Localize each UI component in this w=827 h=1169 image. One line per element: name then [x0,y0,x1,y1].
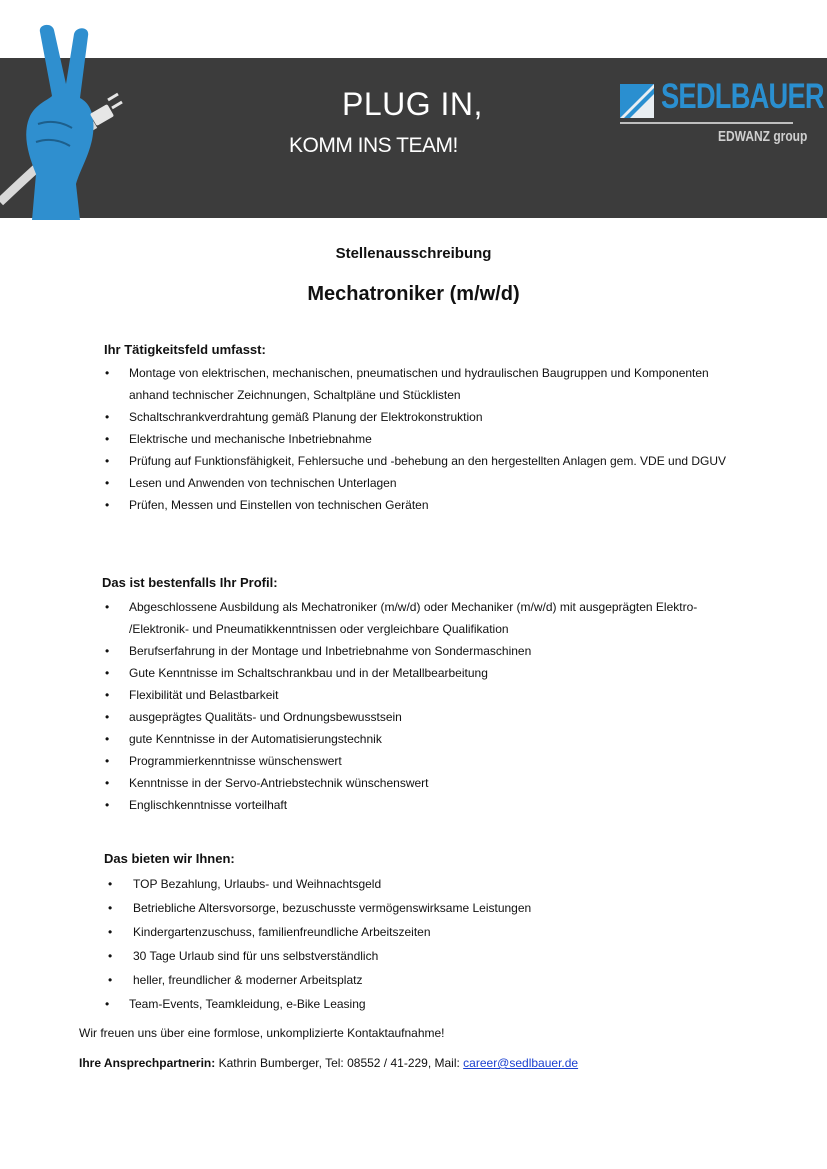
list-item: • ausgeprägtes Qualitäts- und Ordnungsbewusstsein [105,706,745,728]
list-item: • Lesen und Anwenden von technischen Unterlagen [105,472,745,494]
list-item: • Elektrische und mechanische Inbetriebnahme [105,428,745,450]
logo-name: SEDLBAUER [661,77,824,116]
section-title-offer: Das bieten wir Ihnen: [104,851,235,866]
section-title-tasks: Ihr Tätigkeitsfeld umfasst: [104,342,266,357]
headline-primary: PLUG IN, [342,86,483,122]
list-item: • Betriebliche Altersvorsorge, bezuschusste vermögenswirksame Leistungen [105,896,745,920]
list-item: • Prüfung auf Funktionsfähigkeit, Fehlersuche und -behebung an den hergestellten Anlagen gem. VDE und DGUV [105,450,745,472]
profile-list [105,596,745,816]
list-item: • Englischkenntnisse vorteilhaft [105,794,745,816]
list-item: • TOP Bezahlung, Urlaubs- und Weihnachtsgeld [105,872,745,896]
list-item: • Prüfen, Messen und Einstellen von technischen Geräten [105,494,745,516]
list-item: • Team-Events, Teamkleidung, e-Bike Leasing [105,992,745,1016]
list-item: • gute Kenntnisse in der Automatisierungstechnik [105,728,745,750]
email-link[interactable]: career@sedlbauer.de [463,1056,579,1070]
contact-label: Ihre Ansprechpartnerin: [79,1056,216,1070]
list-item: • Berufserfahrung in der Montage und Inbetriebnahme von Sondermaschinen [105,640,745,662]
headline-secondary: KOMM INS TEAM! [289,134,458,157]
list-item: • Schaltschrankverdrahtung gemäß Planung der Elektrokonstruktion [105,406,745,428]
offer-list [105,872,745,1016]
document-kind: Stellenausschreibung [335,245,492,262]
logo-mark-icon [620,84,654,118]
list-item: • Gute Kenntnisse im Schaltschrankbau und in der Metallbearbeitung [105,662,745,684]
section-title-profile: Das ist bestenfalls Ihr Profil: [102,575,278,590]
contact-line [79,1056,578,1070]
list-item: • Flexibilität und Belastbarkeit [105,684,745,706]
list-item: • Abgeschlossene Ausbildung als Mechatroniker (m/w/d) oder Mechaniker (m/w/d) mit ausgeprägten Elektro- /Elektronik- und Pneumatikkenntnissen oder vergleichbare Qualifikation [105,596,745,640]
closing-text: Wir freuen uns über eine formlose, unkomplizierte Kontaktaufnahme! [79,1026,445,1040]
list-item: • Kindergartenzuschuss, familienfreundliche Arbeitszeiten [105,920,745,944]
list-item: • Programmierkenntnisse wünschenswert [105,750,745,772]
page-title: Mechatroniker (m/w/d) [307,283,520,305]
list-item: • Kenntnisse in der Servo-Antriebstechnik wünschenswert [105,772,745,794]
list-item: • Montage von elektrischen, mechanischen, pneumatischen und hydraulischen Baugruppen und Komponenten anhand technischer Zeichnungen, Schaltpläne und Stücklisten [105,362,745,406]
hand-peace-icon [0,24,140,220]
logo-subline: EDWANZ group [718,128,808,145]
list-item: • heller, freundlicher & moderner Arbeitsplatz [105,968,745,992]
contact-details: Kathrin Bumberger, Tel: 08552 / 41-229, Mail: [215,1056,464,1070]
company-logo [620,77,824,150]
list-item: • 30 Tage Urlaub sind für uns selbstverständlich [105,944,745,968]
tasks-list [105,362,745,516]
logo-divider [620,122,793,124]
